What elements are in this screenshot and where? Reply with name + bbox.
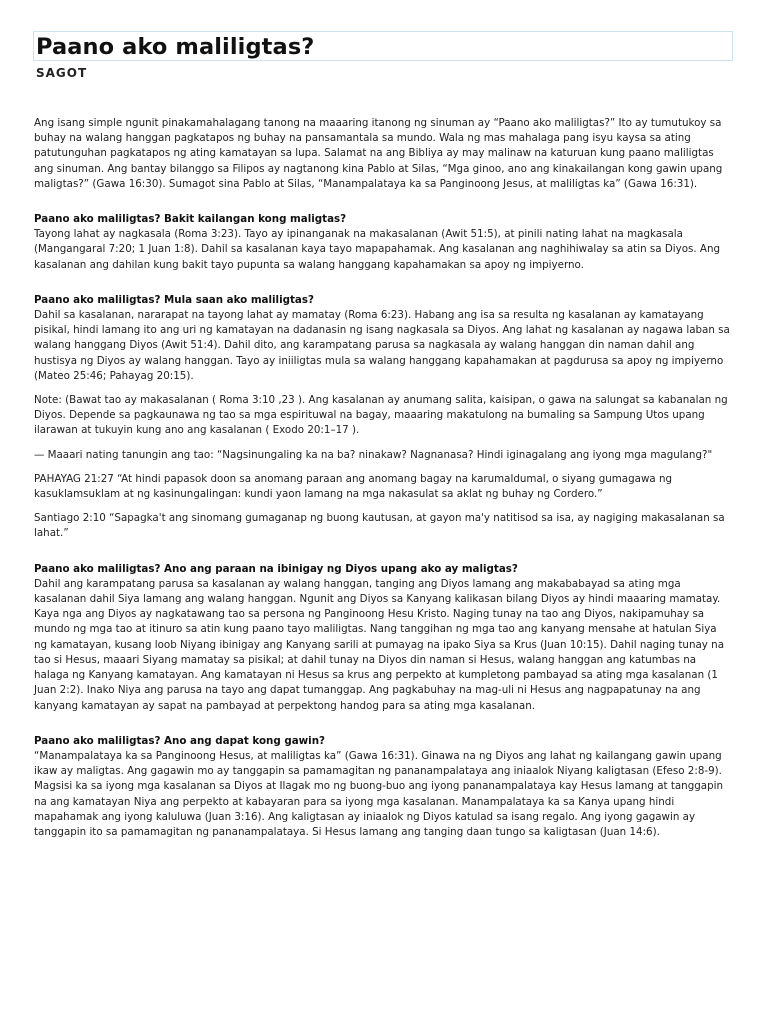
section-body-what-to-do: “Manampalataya ka sa Panginoong Hesus, at maliligtas ka” (Gawa 16:31). Ginawa na ng Diyos ang lahat ng kailangang gawin upang ikaw ay maligtas. Ang gagawin mo ay tanggapin sa pamamagitan ng pananampalataya ang iniaalok Niyang kaligtasan (Efeso 2:8-9). Magsisi ka sa iyong mga kasalanan sa Diyos at Ilagak mo ng buong-buo ang iyong pananampalataya kay Hesus lamang at tanggapin na ang kamatayan Niya ang perpekto at kabayaran para sa iyong mga kasalanan. Manampalataya ka sa Kanya upang hindi mapahamak ang iyong kaluluwa (Juan 3:16). Ang kaligtasan ay iniaalok ng Diyos katulad sa isang regalo. Ang iyong gagawin ay tanggapin ito sa pamamagitan ng pananampalataya. Si Hesus lamang ang tanging daan tungo sa kaligtasan (Juan 14:6).: [34, 749, 724, 838]
section-heading-from-what: Paano ako maliligtas? Mula saan ako maliligtas?: [34, 293, 314, 306]
section-body-gods-way: Dahil ang karampatang parusa sa kasalanan ay walang hanggan, tanging ang Diyos lamang ang makababayad sa ating mga kasalanan dahil Siya lamang ang walang hanggan. Ngunit ang Diyos sa Kanyang kalikasan bilang Diyos ay hindi maaaring mamatay. Kaya nga ang Diyos ay nagkatawang tao sa persona ng Panginoong Hesu Kristo. Naging tunay na tao ang Diyos, nakipamuhay sa mundo ng mga tao at itinuro sa atin kung paano tayo maliligtas. Nang tanggihan ng mga tao ang kanyang mensahe at hatulan Siya ng kamatayan, kusang loob Niyang ibinigay ang Kanyang sarili at pumayag na ipako Siya sa Krus (Juan 10:15). Dahil naging tunay na tao si Hesus, maaari Siyang mamatay sa pisikal; at dahil tunay na Diyos din naman si Hesus, walang hanggan ang katumbas na halaga ng Kanyang kamatayan. Ang kamatayan ni Hesus sa krus ang perpekto at kumpletong pambayad sa ating mga kasalanan (1 Juan 2:2). Inako Niya ang parusa na tayo ang dapat tumanggap. Ang pagkabuhay na mag-uli ni Hesus ang nagpapatunay na ang kanyang kamatayan ay sapat na pambayad at perpektong handog para sa ating mga kasalanan.: [34, 577, 725, 712]
section-heading-gods-way: Paano ako maliligtas? Ano ang paraan na ibinigay ng Diyos upang ako ay maligtas?: [34, 562, 518, 575]
note-paragraph: Note: (Bawat tao ay makasalanan ( Roma 3:10 ,23 ). Ang kasalanan ay anumang salita, kaisipan, o gawa na salungat sa kabanalan ng Diyos. Depende sa pagkaunawa ng tao sa mga espirituwal na bagay, maaaring makatulong na bumaling sa Sampung Utos upang ilarawan at tukuyin kung ano ang kasalanan ( Exodo 20:1–17 ).: [34, 394, 728, 437]
section-body-why: Tayong lahat ay nagkasala (Roma 3:23). Tayo ay ipinanganak na makasalanan (Awit 51:5), at pinili nating lahat na magkasala (Mangangaral 7:20; 1 Juan 1:8). Dahil sa kasalanan kaya tayo mapapahamak. Ang kasalanan ang naghihiwalay sa atin sa Diyos. Ang kasalanan ang dahilan kung bakit tayo pupunta sa walang hanggang kapahamakan sa apoy ng impiyerno.: [34, 228, 721, 271]
verse-pahayag: PAHAYAG 21:27 “At hindi papasok doon sa anomang paraan ang anomang bagay na karumaldumal, o siyang gumagawa ng kasuklamsuklam at ng kasinungalingan: kundi yaon lamang na mga nakasulat sa aklat ng buhay ng Cordero.”: [34, 472, 673, 501]
section-body-from-what: Dahil sa kasalanan, nararapat na tayong lahat ay mamatay (Roma 6:23). Habang ang isa sa resulta ng kasalanan ay kamatayang pisikal, hindi lamang ito ang uri ng kamatayan na dadanasin ng isang nagkasala sa Diyos. Ang lahat ng kasalanan ay nagawa laban sa walang hanggang Diyos (Awit 51:4). Dahil dito, ang karampatang parusa sa nagkasala ay walang hanggan din naman dahil ang hustisya ng Diyos ay walang hanggan. Tayo ay iniiligtas mula sa walang hanggang kapahamakan at pagdurusa sa apoy ng impiyerno (Mateo 25:46; Pahayag 20:15).: [34, 309, 730, 382]
verse-santiago: Santiago 2:10 “Sapagka't ang sinomang gumaganap ng buong kautusan, at gayon ma'y natitisod sa isa, ay nagiging makasalanan sa lahat.”: [34, 512, 725, 540]
answer-label: SAGOT: [36, 66, 88, 80]
intro-paragraph: Ang isang simple ngunit pinakamahalagang tanong na maaaring itanong ng sinuman ay “Paano ako maliligtas?” Ito ay tumutukoy sa buhay na walang hanggan pagkatapos ng buhay na pansamantala sa mundo. Wala ng mas mahalaga pang isyu kaysa sa ating patutunguhan pagkatapos ng ating kamatayan sa lupa. Salamat na ang Bibliya ay may malinaw na katuruan kung paano maliligtas ang sinuman. Ang bantay bilanggo sa Filipos ay nagtanong kina Pablo at Silas, “Mga ginoo, ano ang kinakailangan kong gawin upang maligtas?” (Gawa 16:30). Sumagot sina Pablo at Silas, “Manampalataya ka sa Panginoong Jesus, at maliligtas ka” (Gawa 16:31).: [34, 117, 723, 190]
section-heading-why: Paano ako maliligtas? Bakit kailangan kong maligtas?: [34, 213, 347, 226]
page-title: Paano ako maliligtas?: [36, 34, 315, 60]
question-paragraph: — Maaari nating tanungin ang tao: “Nagsinungaling ka na ba? ninakaw? Nagnanasa? Hindi iginagalang ang iyong mga magulang?": [34, 448, 713, 461]
section-heading-what-to-do: Paano ako maliligtas? Ano ang dapat kong gawin?: [34, 734, 325, 747]
article-body: [34, 116, 730, 849]
